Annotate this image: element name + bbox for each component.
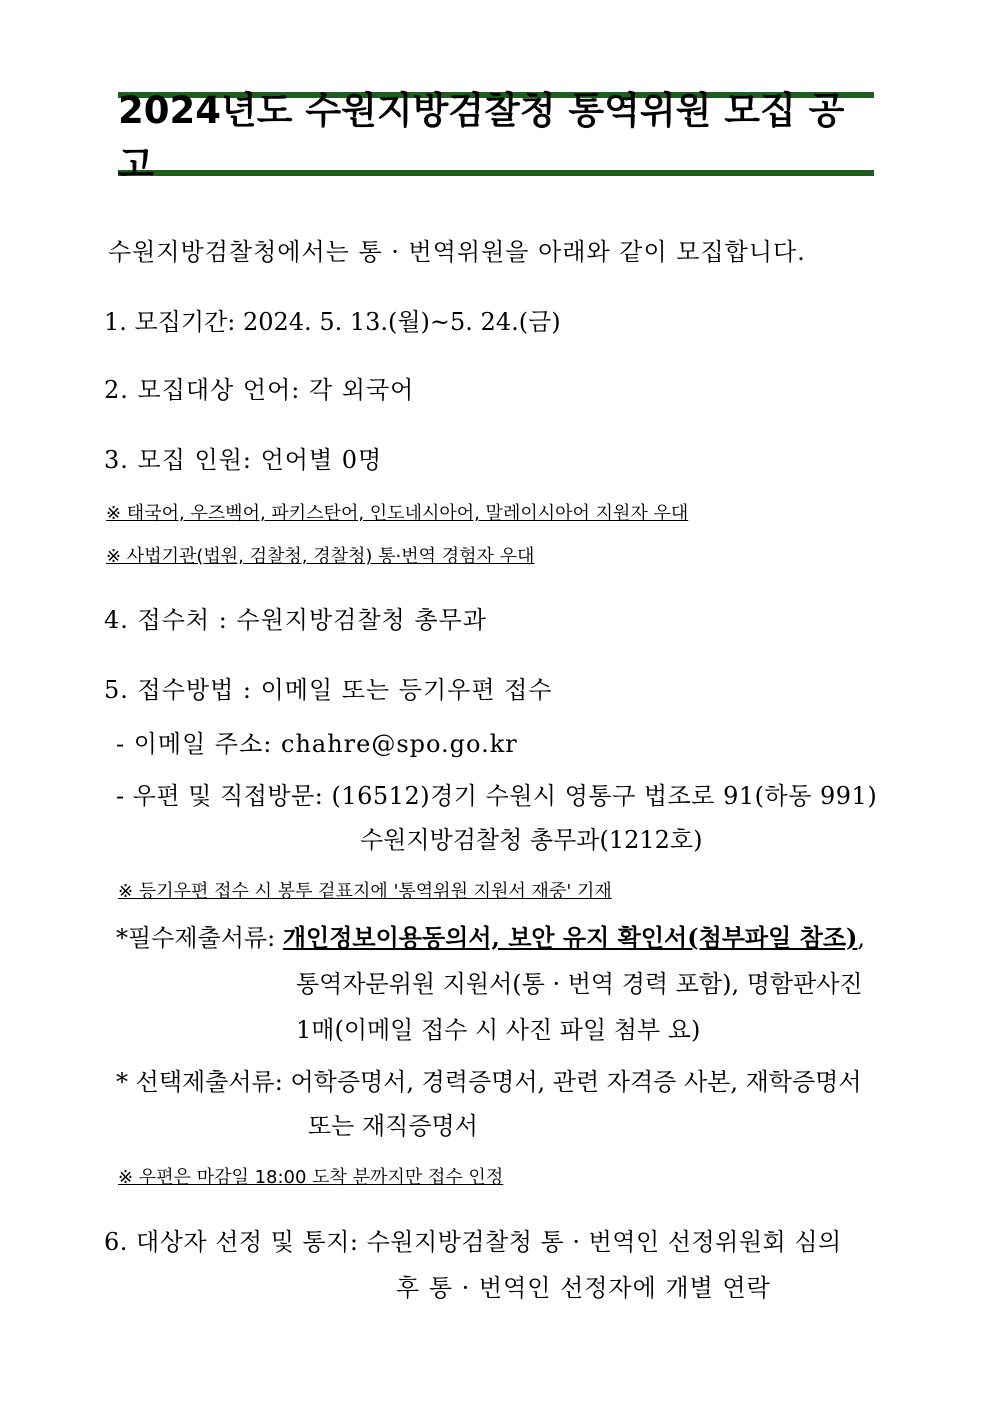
required-docs-line2: 통역자문위원 지원서(통 · 번역 경력 포함), 명함판사진 bbox=[296, 970, 863, 998]
optional-docs-line1: * 선택제출서류: 어학증명서, 경력증명서, 관련 자격증 사본, 재학증명서 bbox=[116, 1068, 862, 1096]
item-language: 2. 모집대상 언어: 각 외국어 bbox=[104, 376, 415, 404]
item-period: 1. 모집기간: 2024. 5. 13.(월)~5. 24.(금) bbox=[104, 308, 561, 336]
note-preferred-experience: ※ 사법기관(법원, 검찰청, 경찰청) 통·번역 경험자 우대 bbox=[106, 546, 535, 567]
note-deadline: ※ 우편은 마감일 18:00 도착 분까지만 접수 인정 bbox=[118, 1167, 504, 1188]
required-docs-label: *필수제출서류: bbox=[116, 924, 276, 952]
postal-address-line2: 수원지방검찰청 총무과(1212호) bbox=[360, 826, 703, 854]
intro-text: 수원지방검찰청에서는 통 · 번역위원을 아래와 같이 모집합니다. bbox=[108, 238, 806, 266]
title-box bbox=[118, 89, 874, 186]
required-docs-line1 bbox=[116, 924, 865, 953]
page-title: 2024년도 수원지방검찰청 통역위원 모집 공고 bbox=[118, 89, 845, 186]
item-method: 5. 접수방법 : 이메일 또는 등기우편 접수 bbox=[104, 676, 553, 704]
item-selection-line2: 후 통 · 번역인 선정자에 개별 연락 bbox=[396, 1274, 771, 1302]
email-address: - 이메일 주소: chahre@spo.go.kr bbox=[116, 730, 518, 758]
note-preferred-languages: ※ 태국어, 우즈벡어, 파키스탄어, 인도네시아어, 말레이시아어 지원자 우대 bbox=[106, 503, 689, 524]
required-docs-comma: , bbox=[857, 924, 866, 952]
required-docs-bold: 개인정보이용동의서, 보안 유지 확인서(첨부파일 참조) bbox=[282, 923, 858, 952]
note-envelope: ※ 등기우편 접수 시 봉투 겉표지에 '통역위원 지원서 재중' 기재 bbox=[118, 881, 612, 902]
item-reception: 4. 접수처 : 수원지방검찰청 총무과 bbox=[104, 606, 487, 634]
item-headcount: 3. 모집 인원: 언어별 0명 bbox=[104, 446, 383, 474]
postal-address: - 우편 및 직접방문: (16512)경기 수원시 영통구 법조로 91(하동 991) bbox=[116, 782, 878, 810]
item-selection: 6. 대상자 선정 및 통지: 수원지방검찰청 통 · 번역인 선정위원회 심의 bbox=[104, 1228, 842, 1256]
optional-docs-line2: 또는 재직증명서 bbox=[308, 1112, 478, 1140]
required-docs-line3: 1매(이메일 접수 시 사진 파일 첨부 요) bbox=[296, 1016, 701, 1044]
